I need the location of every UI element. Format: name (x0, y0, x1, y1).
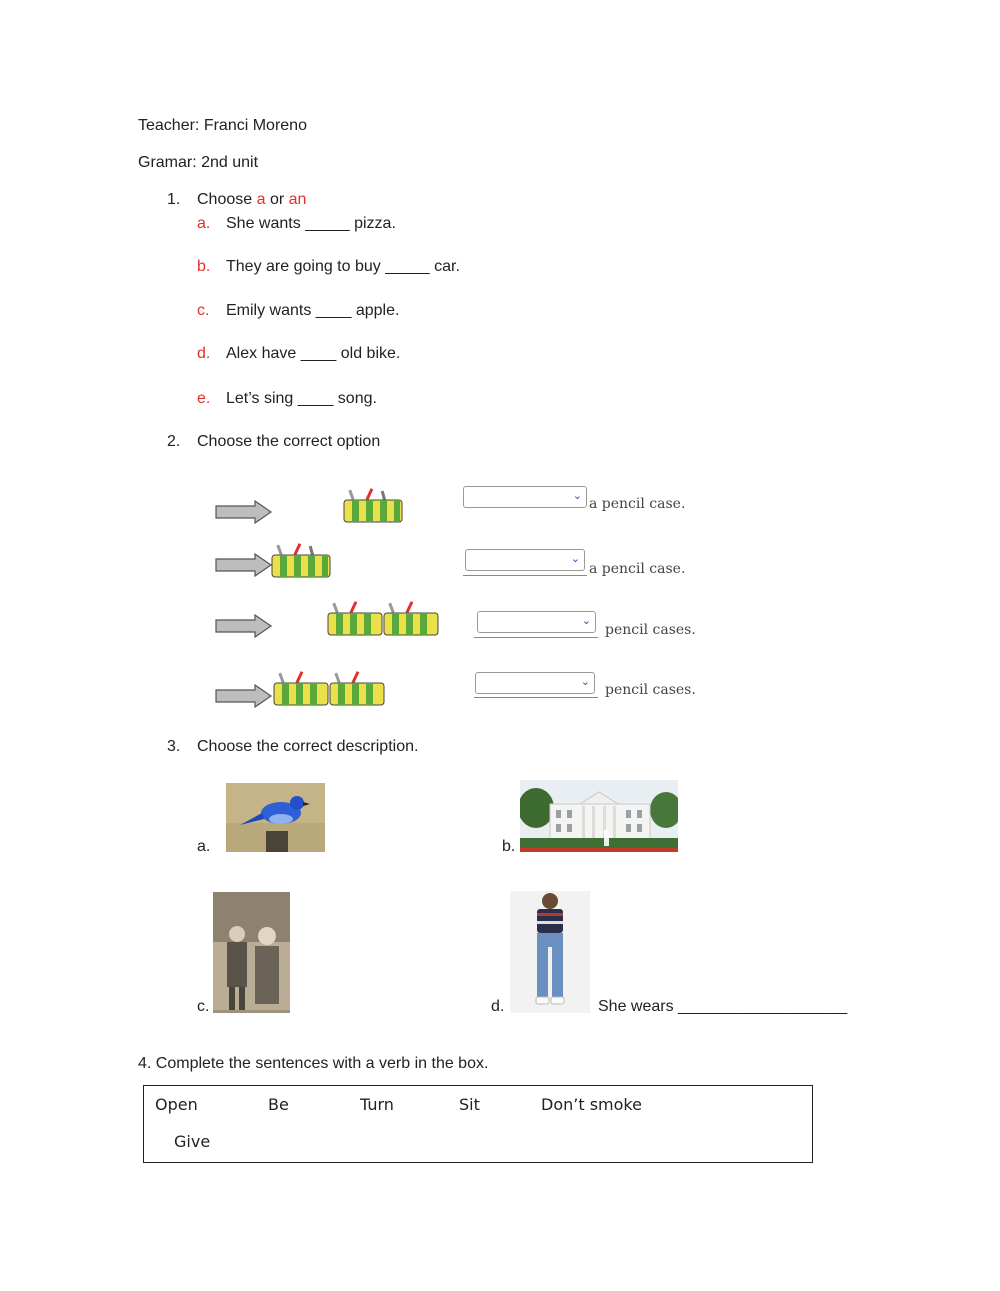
q1-item-letter: b. (197, 258, 211, 275)
q2-number: 2. (167, 433, 181, 450)
q1-title-or: or (265, 191, 289, 208)
chevron-down-icon: ⌄ (580, 676, 590, 688)
q3-label-b: b. (502, 838, 516, 855)
q1-option-an: an (288, 191, 307, 208)
dropdown-underline (474, 637, 598, 638)
q3-number: 3. (167, 738, 181, 755)
woman-jeans-photo (510, 891, 590, 1013)
chevron-down-icon: ⌄ (572, 490, 582, 502)
white-house-photo (520, 780, 678, 852)
q2-row-suffix: pencil cases. (605, 622, 696, 638)
q4-title: 4. Complete the sentences with a verb in the box. (138, 1055, 489, 1072)
pencil-cases-icon (326, 601, 442, 639)
q3-d-sentence: She wears ___________________ (598, 998, 848, 1015)
answer-dropdown-4[interactable] (475, 672, 595, 694)
q3-label-c: c. (197, 998, 210, 1015)
pencil-cases-icon (272, 671, 388, 709)
q1-number: 1. (167, 191, 181, 208)
q1-item-letter: c. (197, 302, 210, 319)
chevron-down-icon: ⌄ (570, 553, 580, 565)
q2-title: Choose the correct option (197, 433, 381, 450)
chevron-down-icon: ⌄ (581, 615, 591, 627)
grammar-line: Gramar: 2nd unit (138, 154, 259, 171)
verb-word: Don’t smoke (541, 1095, 642, 1114)
verb-word: Open (155, 1095, 198, 1114)
arrow-icon (215, 614, 275, 638)
q3-label-d: d. (491, 998, 505, 1015)
answer-dropdown-3[interactable] (477, 611, 596, 633)
q2-row-suffix: pencil cases. (605, 682, 696, 698)
bluebird-photo (226, 783, 325, 852)
q3-title: Choose the correct description. (197, 738, 419, 755)
elderly-couple-photo (213, 892, 290, 1013)
dropdown-underline (463, 575, 587, 576)
verb-word: Be (268, 1095, 289, 1114)
verb-word: Give (174, 1132, 211, 1151)
q3-label-a: a. (197, 838, 211, 855)
arrow-icon (215, 500, 275, 524)
dropdown-underline (474, 697, 598, 698)
q1-item-text: She wants _____ pizza. (226, 215, 396, 232)
q1-option-a: a (256, 191, 266, 208)
q1-item-text: They are going to buy _____ car. (226, 258, 460, 275)
q1-item-text: Emily wants ____ apple. (226, 302, 400, 319)
q1-item-text: Alex have ____ old bike. (226, 345, 401, 362)
verb-word: Turn (360, 1095, 394, 1114)
teacher-line: Teacher: Franci Moreno (138, 117, 307, 134)
q1-item-letter: a. (197, 215, 211, 232)
q1-item-text: Let’s sing ____ song. (226, 390, 377, 407)
arrow-icon (215, 684, 275, 708)
q2-row-suffix: a pencil case. (589, 496, 686, 512)
answer-dropdown-1[interactable] (463, 486, 587, 508)
arrow-icon (215, 553, 275, 577)
q1-item-letter: d. (197, 345, 211, 362)
q1-title (197, 190, 306, 210)
pencil-case-icon (270, 543, 332, 581)
verb-word: Sit (459, 1095, 480, 1114)
q1-title-pre: Choose (197, 191, 257, 208)
pencil-case-icon (342, 488, 404, 526)
q2-row-suffix: a pencil case. (589, 561, 686, 577)
answer-dropdown-2[interactable] (465, 549, 585, 571)
q1-item-letter: e. (197, 390, 211, 407)
